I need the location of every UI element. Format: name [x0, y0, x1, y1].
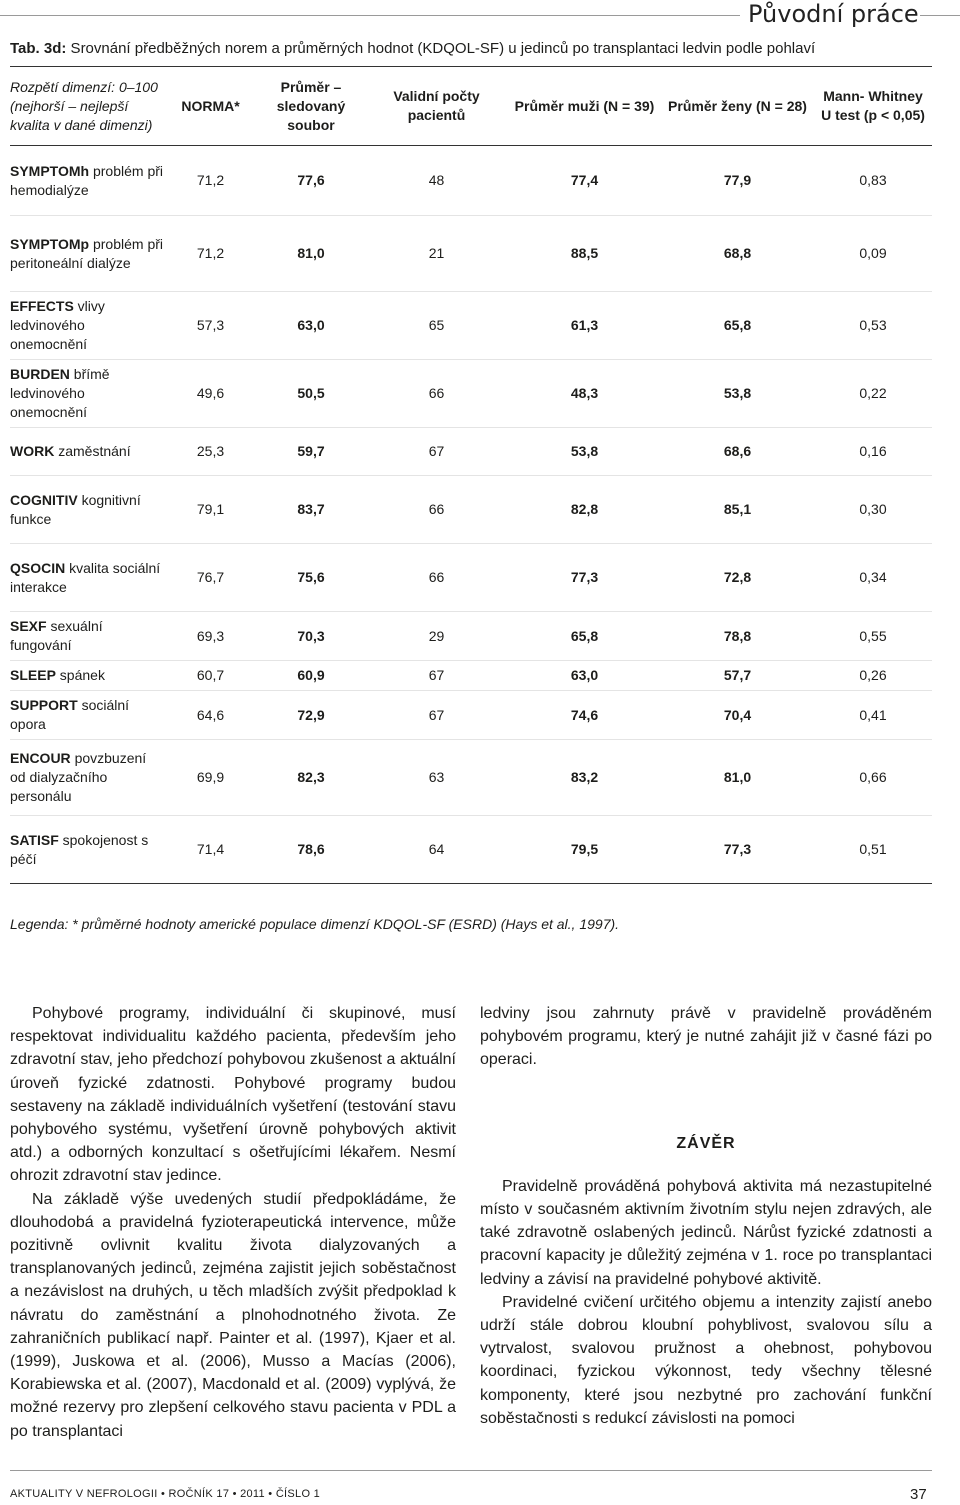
- dimension-description: sociální opora: [10, 697, 130, 732]
- dimension-description: problém při peritoneální dialýze: [10, 235, 163, 271]
- cell-muzi: 48,3: [508, 360, 661, 428]
- dimension-description: spokojenost s péčí: [10, 831, 149, 867]
- dimension-description: povzbuzení od dialyzačního personálu: [10, 750, 147, 804]
- table-row: [10, 216, 932, 292]
- section-heading-zaver: ZÁVĚR: [676, 1134, 736, 1152]
- cell-validni: 67: [365, 661, 508, 691]
- header-norma: NORMA*: [164, 67, 257, 146]
- dimension-description: břímě ledvinového onemocnění: [10, 366, 110, 420]
- cell-muzi: 82,8: [508, 476, 661, 544]
- cell-validni: 66: [365, 360, 508, 428]
- header-dimension-range: Rozpětí dimenzí: 0–100 (nejhorší – nejlepší kvalita v dané dimenzi): [10, 67, 164, 146]
- cell-mw: 0,16: [814, 428, 932, 476]
- cell-muzi: 63,0: [508, 661, 661, 691]
- cell-norma: 57,3: [164, 292, 257, 360]
- cell-mw: 0,66: [814, 740, 932, 816]
- table-row: [10, 740, 932, 816]
- dimension-cell: [10, 292, 164, 360]
- dimension-code: COGNITIV: [10, 491, 78, 508]
- cell-norma: 76,7: [164, 544, 257, 612]
- cell-zeny: 85,1: [661, 476, 814, 544]
- header-rule-left: [0, 15, 740, 16]
- results-table: [10, 66, 932, 884]
- cell-zeny: 68,8: [661, 216, 814, 292]
- dimension-code: QSOCIN: [10, 559, 66, 576]
- table-caption: [10, 40, 815, 57]
- table-row: [10, 691, 932, 740]
- cell-norma: 79,1: [164, 476, 257, 544]
- table-row: [10, 661, 932, 691]
- dimension-code: BURDEN: [10, 366, 70, 382]
- header-mann-whitney: Mann- Whitney U test (p < 0,05): [814, 67, 932, 146]
- table-row: [10, 292, 932, 360]
- header-mean-women: Průměr ženy (N = 28): [661, 67, 814, 146]
- header-mean-men: Průměr muži (N = 39): [508, 67, 661, 146]
- cell-norma: 49,6: [164, 360, 257, 428]
- paragraph: Na základě výše uvedených studií předpokládáme, že dlouhodobá a pravidelná fyzioterapeutická intervence, může pozitivně ovlivnit kvalitu života dialyzovaných a transplanovaných jedinců, zejména zajistit jejich soběstačnost a nezávislost na druhých, u těch mladších zvýšit předpoklad k návratu do zaměstnání a plnohodnotného života. Ze zahraničních publikací např. Painter et al. (1997), Kjaer et al. (1999), Juskowa et al. (2006), Musso a Macías (2006), Korabiewska et al. (2007), Macdonald et al. (2009) vyplývá, že možné rezervy pro zlepšení celkového stavu pacienta v PDL a po transplantaci: [10, 1190, 456, 1440]
- dimension-code: SYMPTOMp: [10, 235, 90, 252]
- dimension-code: ENCOUR: [10, 750, 71, 766]
- cell-prumer: 63,0: [257, 292, 365, 360]
- dimension-description: sexuální fungování: [10, 618, 103, 653]
- caption-label: Tab. 3d:: [10, 40, 67, 57]
- cell-norma: 25,3: [164, 428, 257, 476]
- cell-prumer: 78,6: [257, 816, 365, 884]
- table-row: [10, 476, 932, 544]
- dimension-cell: [10, 740, 164, 816]
- cell-muzi: 74,6: [508, 691, 661, 740]
- dimension-code: SYMPTOMh: [10, 162, 90, 179]
- dimension-description: vlivy ledvinového onemocnění: [10, 298, 105, 352]
- dimension-code: SLEEP: [10, 667, 56, 683]
- cell-norma: 69,9: [164, 740, 257, 816]
- cell-prumer: 77,6: [257, 146, 365, 216]
- cell-mw: 0,26: [814, 661, 932, 691]
- cell-muzi: 77,3: [508, 544, 661, 612]
- cell-validni: 67: [365, 428, 508, 476]
- dimension-code: EFFECTS: [10, 298, 74, 314]
- dimension-code: SATISF: [10, 831, 59, 848]
- cell-norma: 71,2: [164, 146, 257, 216]
- cell-muzi: 77,4: [508, 146, 661, 216]
- cell-prumer: 83,7: [257, 476, 365, 544]
- cell-validni: 65: [365, 292, 508, 360]
- footer-rule: [10, 1470, 932, 1471]
- table-row: [10, 146, 932, 216]
- cell-zeny: 72,8: [661, 544, 814, 612]
- table-row: [10, 360, 932, 428]
- section-title: Původní práce: [748, 0, 919, 28]
- cell-zeny: 65,8: [661, 292, 814, 360]
- cell-prumer: 82,3: [257, 740, 365, 816]
- cell-prumer: 72,9: [257, 691, 365, 740]
- dimension-description: kognitivní funkce: [10, 491, 141, 527]
- cell-prumer: 59,7: [257, 428, 365, 476]
- caption-text: Srovnání předběžných norem a průměrných hodnot (KDQOL-SF) u jedinců po transplantaci ledvin podle pohlaví: [66, 40, 816, 57]
- cell-zeny: 77,3: [661, 816, 814, 884]
- cell-validni: 66: [365, 476, 508, 544]
- cell-mw: 0,41: [814, 691, 932, 740]
- dimension-code: SUPPORT: [10, 697, 78, 713]
- dimension-cell: [10, 216, 164, 292]
- table-header-row: [10, 67, 932, 146]
- paragraph: Pravidelně prováděná pohybová aktivita má nezastupitelné místo v současném aktivním životním stylu nejen zdravých, ale také zdravotně oslabených jedinců. Nárůst fyzické zdatnosti a pracovní kapacity je důležitý zejména v 1. roce po transplantaci ledviny a závisí na pravidelné pohybové aktivitě.: [480, 1177, 932, 1288]
- cell-muzi: 79,5: [508, 816, 661, 884]
- body-column-right: [480, 1002, 932, 1430]
- cell-validni: 48: [365, 146, 508, 216]
- cell-norma: 69,3: [164, 612, 257, 661]
- cell-muzi: 65,8: [508, 612, 661, 661]
- cell-muzi: 53,8: [508, 428, 661, 476]
- cell-validni: 63: [365, 740, 508, 816]
- dimension-description: zaměstnání: [58, 443, 131, 459]
- cell-mw: 0,83: [814, 146, 932, 216]
- dimension-cell: [10, 691, 164, 740]
- cell-zeny: 77,9: [661, 146, 814, 216]
- dimension-cell: [10, 816, 164, 884]
- table-row: [10, 816, 932, 884]
- cell-mw: 0,55: [814, 612, 932, 661]
- dimension-cell: [10, 360, 164, 428]
- cell-validni: 29: [365, 612, 508, 661]
- cell-muzi: 83,2: [508, 740, 661, 816]
- cell-norma: 71,4: [164, 816, 257, 884]
- cell-mw: 0,22: [814, 360, 932, 428]
- cell-prumer: 50,5: [257, 360, 365, 428]
- cell-prumer: 70,3: [257, 612, 365, 661]
- journal-footer: AKTUALITY V NEFROLOGII • ROČNÍK 17 • 2011 • ČÍSLO 1: [10, 1488, 321, 1500]
- cell-mw: 0,30: [814, 476, 932, 544]
- header-rule-right: [920, 15, 960, 16]
- cell-validni: 67: [365, 691, 508, 740]
- cell-zeny: 57,7: [661, 661, 814, 691]
- cell-zeny: 78,8: [661, 612, 814, 661]
- table-row: [10, 612, 932, 661]
- dimension-cell: [10, 428, 164, 476]
- table-row: [10, 544, 932, 612]
- cell-zeny: 53,8: [661, 360, 814, 428]
- cell-muzi: 61,3: [508, 292, 661, 360]
- dimension-cell: [10, 612, 164, 661]
- cell-zeny: 68,6: [661, 428, 814, 476]
- cell-validni: 66: [365, 544, 508, 612]
- body-column-left: [10, 1002, 456, 1443]
- paragraph: ledviny jsou zahrnuty právě v pravidelně prováděném pohybovém programu, který je nutné zahájit již v časné fázi po operaci.: [480, 1005, 932, 1069]
- dimension-code: WORK: [10, 443, 55, 459]
- paragraph: Pravidelné cvičení určitého objemu a intenzity zajistí anebo udrží stále dobrou kloubní pohyblivost, svalovou sílu a vytrvalost, svalovou pružnost a ohebnost, pohybovou koordinaci, fyzickou výkonnost, tedy všechny tělesné komponenty, které jsou nezbytné pro zachování funkční soběstačnosti s redukcí závislosti na pomoci: [480, 1293, 932, 1427]
- paragraph: Pohybové programy, individuální či skupinové, musí respektovat individualitu každého pacienta, především jeho zdravotní stav, jeho předchozí pohybovou zkušenost a aktuální úroveň fyzické zdatnosti. Pohybové programy budou sestaveny na základě individuálních vyšetření (testování stavu pohybového systému, vyšetření úrovně pohybových aktivit atd.) a odborných konzultací s ošetřujícími lékařem. Nesmí ohrozit zdravotní stav jedince.: [10, 1005, 456, 1185]
- cell-zeny: 81,0: [661, 740, 814, 816]
- header-mean-cohort: Průměr – sledovaný soubor: [257, 67, 365, 146]
- cell-validni: 21: [365, 216, 508, 292]
- cell-mw: 0,53: [814, 292, 932, 360]
- dimension-description: kvalita sociální interakce: [10, 559, 161, 595]
- cell-zeny: 70,4: [661, 691, 814, 740]
- cell-norma: 71,2: [164, 216, 257, 292]
- cell-mw: 0,51: [814, 816, 932, 884]
- table-legend: Legenda: * průměrné hodnoty americké populace dimenzí KDQOL-SF (ESRD) (Hays et al., 1997).: [10, 916, 620, 932]
- cell-validni: 64: [365, 816, 508, 884]
- cell-mw: 0,09: [814, 216, 932, 292]
- dimension-cell: [10, 661, 164, 691]
- dimension-cell: [10, 146, 164, 216]
- dimension-cell: [10, 476, 164, 544]
- dimension-cell: [10, 544, 164, 612]
- dimension-description: problém při hemodialýze: [10, 162, 163, 198]
- cell-norma: 64,6: [164, 691, 257, 740]
- cell-prumer: 81,0: [257, 216, 365, 292]
- page-number: 37: [910, 1486, 927, 1503]
- dimension-description: spánek: [59, 667, 105, 683]
- table-row: [10, 428, 932, 476]
- cell-prumer: 75,6: [257, 544, 365, 612]
- cell-prumer: 60,9: [257, 661, 365, 691]
- dimension-code: SEXF: [10, 618, 47, 634]
- cell-muzi: 88,5: [508, 216, 661, 292]
- header-valid-count: Validní počty pacientů: [365, 67, 508, 146]
- cell-norma: 60,7: [164, 661, 257, 691]
- cell-mw: 0,34: [814, 544, 932, 612]
